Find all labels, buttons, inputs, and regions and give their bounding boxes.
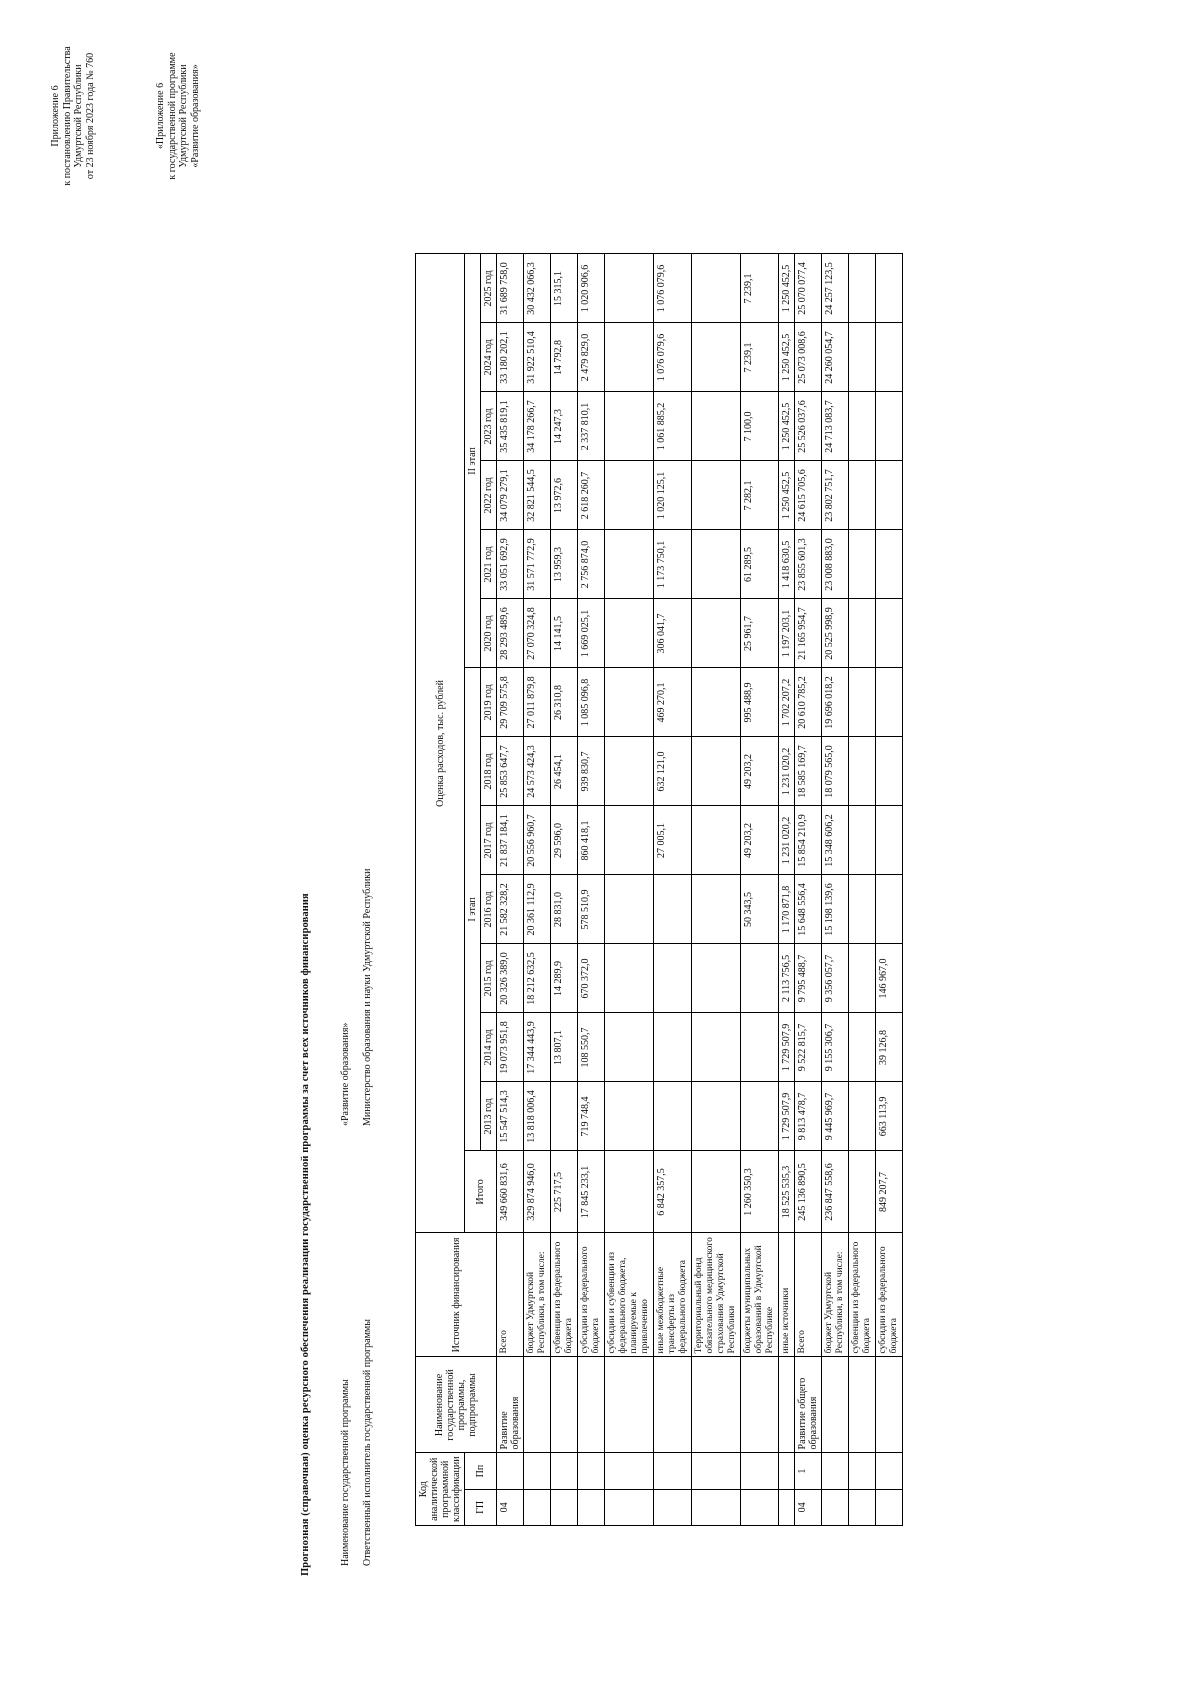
value-cell: 23 855 601,3 [795, 530, 822, 599]
table-row [605, 254, 654, 1526]
value-cell: 939 830,7 [578, 737, 605, 806]
value-cell: 18 585 169,7 [795, 737, 822, 806]
year-header: 2016 год [481, 875, 497, 944]
program-appendix-header [155, 26, 201, 206]
value-cell: 27 011 879,8 [524, 668, 551, 737]
value-cell: 663 113,9 [876, 1082, 903, 1151]
value-cell [849, 254, 876, 323]
value-cell: 860 418,1 [578, 806, 605, 875]
value-cell: 31 571 772,9 [524, 530, 551, 599]
value-cell [605, 1151, 654, 1233]
program-name-cell [741, 1357, 779, 1453]
value-cell [692, 599, 741, 668]
value-cell: 25 070 077,4 [795, 254, 822, 323]
source-cell: субсидии из федерального бюджета [578, 1233, 605, 1357]
value-cell [741, 944, 779, 1013]
value-cell: 632 121,0 [654, 737, 692, 806]
value-cell [876, 806, 903, 875]
year-header: 2020 год [481, 599, 497, 668]
value-cell [551, 1082, 578, 1151]
value-cell: 13 807,1 [551, 1013, 578, 1082]
value-cell: 33 051 692,9 [497, 530, 524, 599]
appendix-line: «Приложение 6 [155, 82, 166, 150]
value-cell: 1 729 507,9 [779, 1013, 795, 1082]
table-body [497, 254, 903, 1526]
value-cell: 25 853 647,7 [497, 737, 524, 806]
value-cell [605, 1082, 654, 1151]
program-label: Наименование государственной программы [340, 1379, 351, 1566]
value-cell [849, 1082, 876, 1151]
appendix-line: к постановлению Правительства [61, 46, 73, 186]
table-row [822, 254, 849, 1526]
gp-cell [654, 1489, 692, 1525]
appendix-line: от 23 ноября 2023 года № 760 [84, 52, 96, 180]
stage2-header: II этап [465, 254, 481, 668]
year-header: 2023 год [481, 392, 497, 461]
value-cell: 1 702 207,2 [779, 668, 795, 737]
source-cell: субсидии из федерального бюджета [876, 1233, 903, 1357]
value-cell: 27 005,1 [654, 806, 692, 875]
name-header: Наименование государственной программы, подпрограммы [416, 1357, 497, 1453]
source-cell: субвенции из федерального бюджета [849, 1233, 876, 1357]
value-cell [605, 668, 654, 737]
value-cell [876, 530, 903, 599]
value-cell: 7 100,0 [741, 392, 779, 461]
year-header: 2019 год [481, 668, 497, 737]
value-cell [876, 461, 903, 530]
program-name-cell [876, 1357, 903, 1453]
value-cell [849, 875, 876, 944]
value-cell: 23 802 751,7 [822, 461, 849, 530]
value-cell: 1 260 350,3 [741, 1151, 779, 1233]
value-cell: 108 550,7 [578, 1013, 605, 1082]
value-cell: 24 573 424,3 [524, 737, 551, 806]
value-cell [849, 1013, 876, 1082]
source-cell: Всего [795, 1233, 822, 1357]
pp-cell [779, 1453, 795, 1489]
value-cell [605, 944, 654, 1013]
value-cell [849, 737, 876, 806]
value-cell: 1 729 507,9 [779, 1082, 795, 1151]
value-cell [692, 737, 741, 806]
appendix-line: «Развитие образования» [189, 64, 201, 168]
value-cell: 306 041,7 [654, 599, 692, 668]
value-cell: 26 454,1 [551, 737, 578, 806]
value-cell: 1 173 750,1 [654, 530, 692, 599]
value-cell: 35 435 819,1 [497, 392, 524, 461]
estimate-header: Оценка расходов, тыс. рублей [416, 254, 465, 1233]
source-cell: бюджет Удмуртской Республики, в том числе: [822, 1233, 849, 1357]
program-name-cell: Развитие общего образования [795, 1357, 822, 1453]
value-cell: 9 155 306,7 [822, 1013, 849, 1082]
value-cell [692, 944, 741, 1013]
value-cell: 7 239,1 [741, 323, 779, 392]
source-cell: субсидии и субвенции из федерального бюджета, планируемые к привлечению [605, 1233, 654, 1357]
table-row [795, 254, 822, 1526]
value-cell: 19 073 951,8 [497, 1013, 524, 1082]
program-name-cell [779, 1357, 795, 1453]
value-cell: 349 660 831,6 [497, 1151, 524, 1233]
value-cell: 7 239,1 [741, 254, 779, 323]
value-cell: 24 713 083,7 [822, 392, 849, 461]
program-name-cell [524, 1357, 551, 1453]
year-header: 2014 год [481, 1013, 497, 1082]
value-cell: 29 709 575,8 [497, 668, 524, 737]
appendix-line: Удмуртской Республики [178, 64, 189, 168]
value-cell: 1 020 125,1 [654, 461, 692, 530]
value-cell: 849 207,7 [876, 1151, 903, 1233]
table-row [578, 254, 605, 1526]
funding-table [415, 253, 903, 1526]
source-header: Источник финансирования [416, 1233, 497, 1357]
value-cell [849, 599, 876, 668]
value-cell: 9 522 815,7 [795, 1013, 822, 1082]
value-cell: 20 525 998,9 [822, 599, 849, 668]
value-cell: 9 813 478,7 [795, 1082, 822, 1151]
gp-cell [524, 1489, 551, 1525]
gp-cell [551, 1489, 578, 1525]
program-name-cell [692, 1357, 741, 1453]
value-cell [605, 806, 654, 875]
value-cell [692, 806, 741, 875]
value-cell: 1 020 906,6 [578, 254, 605, 323]
value-cell: 15 854 210,9 [795, 806, 822, 875]
value-cell: 1 250 452,5 [779, 254, 795, 323]
value-cell: 21 837 184,1 [497, 806, 524, 875]
appendix-line: Приложение 6 [50, 85, 61, 147]
value-cell [876, 254, 903, 323]
value-cell: 469 270,1 [654, 668, 692, 737]
table-row [779, 254, 795, 1526]
year-header: 2015 год [481, 944, 497, 1013]
value-cell [692, 1082, 741, 1151]
year-header: 2018 год [481, 737, 497, 806]
value-cell: 995 488,9 [741, 668, 779, 737]
value-cell: 14 289,9 [551, 944, 578, 1013]
value-cell [849, 392, 876, 461]
table-row [692, 254, 741, 1526]
year-header: 2024 год [481, 323, 497, 392]
source-cell: иные межбюджетные трансферты из федерального бюджета [654, 1233, 692, 1357]
value-cell: 578 510,9 [578, 875, 605, 944]
pp-cell [692, 1453, 741, 1489]
program-name-cell [551, 1357, 578, 1453]
value-cell: 14 792,8 [551, 323, 578, 392]
value-cell: 719 748,4 [578, 1082, 605, 1151]
value-cell [849, 461, 876, 530]
value-cell: 31 922 510,4 [524, 323, 551, 392]
value-cell: 2 113 756,5 [779, 944, 795, 1013]
value-cell: 146 967,0 [876, 944, 903, 1013]
value-cell: 670 372,0 [578, 944, 605, 1013]
value-cell: 14 247,3 [551, 392, 578, 461]
pp-cell [849, 1453, 876, 1489]
value-cell [876, 668, 903, 737]
gp-cell [741, 1489, 779, 1525]
value-cell [605, 254, 654, 323]
pp-cell [822, 1453, 849, 1489]
value-cell: 20 556 960,7 [524, 806, 551, 875]
value-cell: 30 432 066,3 [524, 254, 551, 323]
stage1-header: I этап [465, 668, 481, 1151]
value-cell: 14 141,5 [551, 599, 578, 668]
page-title: Прогнозная (справочная) оценка ресурсного обеспечения реализации государственной программы за счет всех источников финансирования [300, 893, 311, 1576]
value-cell [849, 323, 876, 392]
value-cell [692, 461, 741, 530]
value-cell: 34 079 279,1 [497, 461, 524, 530]
value-cell [654, 1013, 692, 1082]
source-cell: иные источники [779, 1233, 795, 1357]
value-cell: 1 061 885,2 [654, 392, 692, 461]
source-cell: Всего [497, 1233, 524, 1357]
table-row [876, 254, 903, 1526]
value-cell: 15 198 139,6 [822, 875, 849, 944]
value-cell [605, 599, 654, 668]
gp-cell [822, 1489, 849, 1525]
pp-cell: 1 [795, 1453, 822, 1489]
table-row [849, 254, 876, 1526]
value-cell: 15 315,1 [551, 254, 578, 323]
table-row [551, 254, 578, 1526]
value-cell: 24 615 705,6 [795, 461, 822, 530]
value-cell: 6 842 357,5 [654, 1151, 692, 1233]
program-name-cell [822, 1357, 849, 1453]
value-cell: 27 070 324,8 [524, 599, 551, 668]
value-cell [876, 392, 903, 461]
value-cell: 13 959,3 [551, 530, 578, 599]
gp-cell [779, 1489, 795, 1525]
value-cell: 26 310,8 [551, 668, 578, 737]
pp-cell [741, 1453, 779, 1489]
year-header: 2017 год [481, 806, 497, 875]
year-header: 2025 год [481, 254, 497, 323]
value-cell: 20 361 112,9 [524, 875, 551, 944]
code-header: Код аналитической программной классификации [416, 1453, 465, 1526]
value-cell [741, 1013, 779, 1082]
value-cell: 18 212 632,5 [524, 944, 551, 1013]
value-cell: 1 085 096,8 [578, 668, 605, 737]
source-cell: бюджеты муниципальных образований в Удмуртской Республике [741, 1233, 779, 1357]
pp-cell [578, 1453, 605, 1489]
value-cell: 1 197 203,1 [779, 599, 795, 668]
executor-value: Министерство образования и науки Удмуртской Республики [362, 868, 373, 1126]
year-header: 2013 год [481, 1082, 497, 1151]
table-row [524, 254, 551, 1526]
program-name-cell: Развитие образования [497, 1357, 524, 1453]
value-cell: 23 008 883,0 [822, 530, 849, 599]
value-cell: 15 648 556,4 [795, 875, 822, 944]
value-cell: 19 696 018,2 [822, 668, 849, 737]
value-cell: 9 445 969,7 [822, 1082, 849, 1151]
value-cell [605, 737, 654, 806]
value-cell: 61 289,5 [741, 530, 779, 599]
value-cell: 225 717,5 [551, 1151, 578, 1233]
value-cell: 1 418 630,5 [779, 530, 795, 599]
value-cell: 2 618 260,7 [578, 461, 605, 530]
pp-cell [605, 1453, 654, 1489]
value-cell [849, 944, 876, 1013]
value-cell [849, 668, 876, 737]
year-header: 2022 год [481, 461, 497, 530]
value-cell [654, 944, 692, 1013]
value-cell [876, 323, 903, 392]
value-cell: 1 170 871,8 [779, 875, 795, 944]
value-cell: 25 526 037,6 [795, 392, 822, 461]
value-cell: 28 293 489,6 [497, 599, 524, 668]
value-cell [605, 392, 654, 461]
value-cell: 20 610 785,2 [795, 668, 822, 737]
value-cell [849, 1151, 876, 1233]
value-cell: 21 165 954,7 [795, 599, 822, 668]
gp-cell: 04 [497, 1489, 524, 1525]
value-cell: 25 961,7 [741, 599, 779, 668]
value-cell: 7 282,1 [741, 461, 779, 530]
value-cell: 17 344 443,9 [524, 1013, 551, 1082]
value-cell: 2 756 874,0 [578, 530, 605, 599]
value-cell [876, 875, 903, 944]
table-row [497, 254, 524, 1526]
table-row [741, 254, 779, 1526]
value-cell: 9 356 057,7 [822, 944, 849, 1013]
value-cell [605, 875, 654, 944]
value-cell: 25 073 008,6 [795, 323, 822, 392]
value-cell: 24 257 123,5 [822, 254, 849, 323]
value-cell: 18 079 565,0 [822, 737, 849, 806]
value-cell [876, 599, 903, 668]
value-cell [605, 530, 654, 599]
source-cell: субвенции из федерального бюджета [551, 1233, 578, 1357]
value-cell: 24 260 054,7 [822, 323, 849, 392]
pp-cell [876, 1453, 903, 1489]
value-cell: 236 847 558,6 [822, 1151, 849, 1233]
value-cell [849, 530, 876, 599]
value-cell: 49 203,2 [741, 737, 779, 806]
value-cell [605, 1013, 654, 1082]
value-cell: 1 076 079,6 [654, 254, 692, 323]
value-cell [692, 392, 741, 461]
value-cell: 2 479 829,0 [578, 323, 605, 392]
appendix-line: к государственной программе [166, 52, 178, 180]
appendix-header [50, 16, 96, 216]
value-cell [605, 461, 654, 530]
gp-cell [692, 1489, 741, 1525]
executor-label: Ответственный исполнитель государственной программы [362, 1319, 373, 1566]
gp-cell [578, 1489, 605, 1525]
value-cell: 13 972,6 [551, 461, 578, 530]
value-cell: 50 343,5 [741, 875, 779, 944]
value-cell [876, 737, 903, 806]
pp-cell [654, 1453, 692, 1489]
value-cell: 1 669 025,1 [578, 599, 605, 668]
value-cell [605, 323, 654, 392]
program-name-cell [654, 1357, 692, 1453]
pp-cell [551, 1453, 578, 1489]
value-cell [741, 1082, 779, 1151]
value-cell [654, 875, 692, 944]
value-cell: 33 180 202,1 [497, 323, 524, 392]
value-cell: 20 326 389,0 [497, 944, 524, 1013]
value-cell [692, 1013, 741, 1082]
value-cell: 28 831,0 [551, 875, 578, 944]
appendix-line: Удмуртской Республики [73, 64, 84, 168]
value-cell: 15 547 514,3 [497, 1082, 524, 1151]
pp-cell [497, 1453, 524, 1489]
program-name-cell [849, 1357, 876, 1453]
pp-header: Пп [465, 1453, 497, 1489]
value-cell [849, 806, 876, 875]
gp-cell [876, 1489, 903, 1525]
pp-cell [524, 1453, 551, 1489]
value-cell: 32 821 544,5 [524, 461, 551, 530]
program-value: «Развитие образования» [340, 1022, 351, 1126]
value-cell: 2 337 810,1 [578, 392, 605, 461]
value-cell: 1 250 452,5 [779, 461, 795, 530]
value-cell [692, 668, 741, 737]
value-cell: 39 126,8 [876, 1013, 903, 1082]
value-cell: 1 250 452,5 [779, 392, 795, 461]
value-cell [692, 1151, 741, 1233]
value-cell: 1 076 079,6 [654, 323, 692, 392]
year-header: 2021 год [481, 530, 497, 599]
value-cell: 49 203,2 [741, 806, 779, 875]
gp-cell: 04 [795, 1489, 822, 1525]
gp-header: ГП [465, 1489, 497, 1525]
value-cell: 31 689 758,0 [497, 254, 524, 323]
value-cell: 21 582 328,2 [497, 875, 524, 944]
value-cell: 17 845 233,1 [578, 1151, 605, 1233]
value-cell [692, 323, 741, 392]
value-cell: 1 231 020,2 [779, 806, 795, 875]
value-cell: 245 136 890,5 [795, 1151, 822, 1233]
source-cell: Территориальный фонд обязательного медицинского страхования Удмуртской Республики [692, 1233, 741, 1357]
value-cell: 1 231 020,2 [779, 737, 795, 806]
gp-cell [849, 1489, 876, 1525]
total-header: Итого [465, 1151, 497, 1233]
value-cell: 15 348 606,2 [822, 806, 849, 875]
program-name-cell [578, 1357, 605, 1453]
source-cell: бюджет Удмуртской Республики, в том числе: [524, 1233, 551, 1357]
value-cell: 9 795 488,7 [795, 944, 822, 1013]
table-row [654, 254, 692, 1526]
value-cell [692, 530, 741, 599]
value-cell [654, 1082, 692, 1151]
value-cell: 29 596,0 [551, 806, 578, 875]
value-cell [692, 875, 741, 944]
gp-cell [605, 1489, 654, 1525]
value-cell [692, 254, 741, 323]
value-cell: 1 250 452,5 [779, 323, 795, 392]
value-cell: 329 874 946,0 [524, 1151, 551, 1233]
program-name-cell [605, 1357, 654, 1453]
value-cell: 34 178 266,7 [524, 392, 551, 461]
value-cell: 13 818 006,4 [524, 1082, 551, 1151]
value-cell: 18 525 535,3 [779, 1151, 795, 1233]
